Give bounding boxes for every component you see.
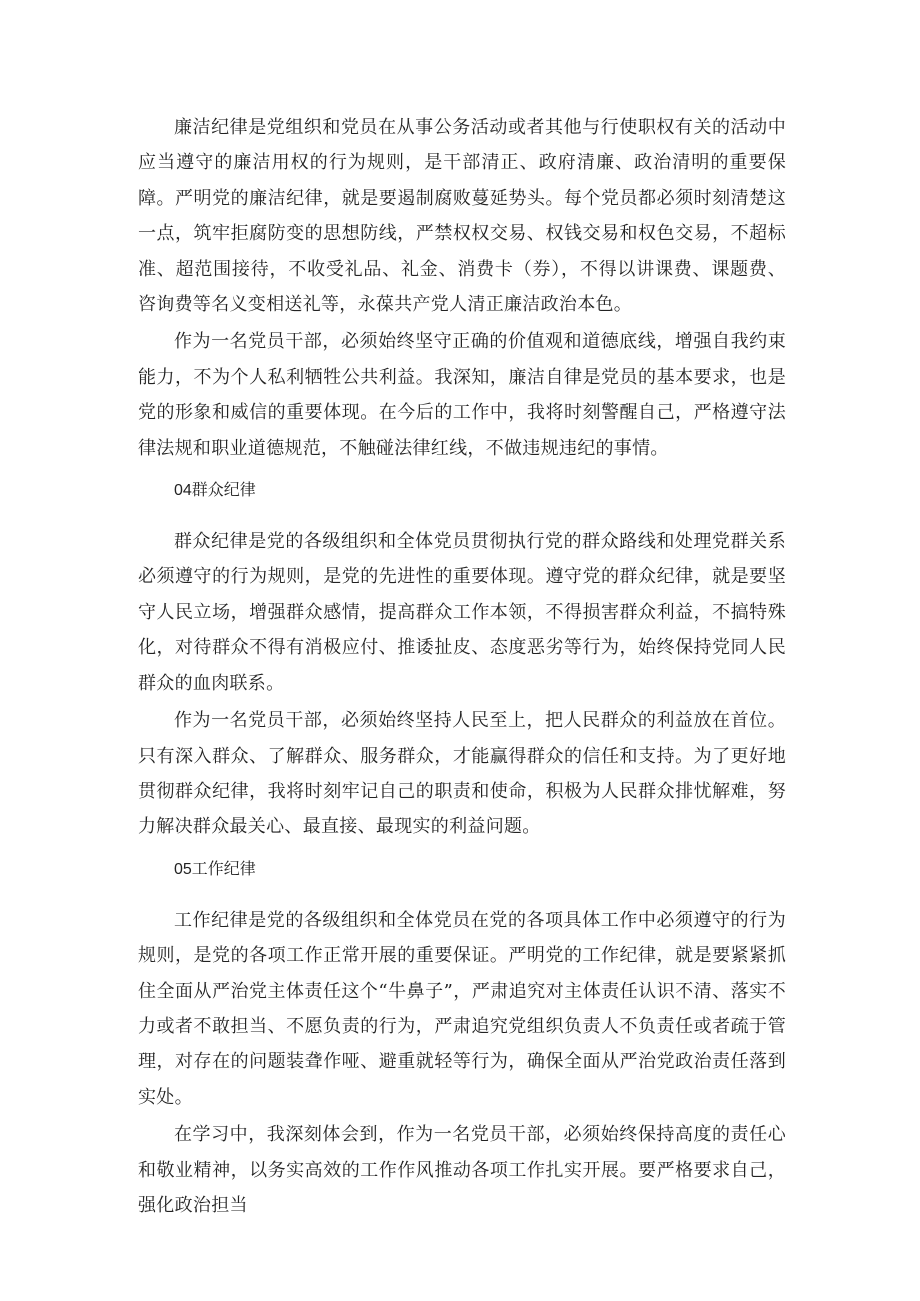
- paragraph-integrity-reflection: 作为一名党员干部，必须始终坚守正确的价值观和道德底线，增强自我约束能力，不为个人私利牺牲公共利益。我深知，廉洁自律是党员的基本要求，也是党的形象和威信的重要体现。在今后的工作中，我将时刻警醒自己，严格遵守法律法规和职业道德规范，不触碰法律红线，不做违规违纪的事情。: [138, 331, 786, 459]
- paragraph-work-discipline: 工作纪律是党的各级组织和全体党员在党的各项具体工作中必须遵守的行为规则，是党的各项工作正常开展的重要保证。严明党的工作纪律，就是要紧紧抓住全面从严治党主体责任这个“牛鼻子”，严肃追究对主体责任认识不清、落实不力或者不敢担当、不愿负责的行为，严肃追究党组织负责人不负责任或者疏于管理，对存在的问题装聋作哑、避重就轻等行为，确保全面从严治党政治责任落到实处。: [138, 909, 786, 1108]
- paragraph-integrity-discipline: 廉洁纪律是党组织和党员在从事公务活动或者其他与行使职权有关的活动中应当遵守的廉洁用权的行为规则，是干部清正、政府清廉、政治清明的重要保障。严明党的廉洁纪律，就是要遏制腐败蔓延势头。每个党员都必须时刻清楚这一点，筑牢拒腐防变的思想防线，严禁权权交易、权钱交易和权色交易，不超标准、超范围接待，不收受礼品、礼金、消费卡（券），不得以讲课费、课题费、咨询费等名义变相送礼等，永葆共产党人清正廉洁政治本色。: [138, 117, 786, 316]
- document-body: [138, 110, 786, 1225]
- section-heading-mass-discipline: 04群众纪律: [174, 482, 256, 500]
- paragraph-mass-discipline: 群众纪律是党的各级组织和全体党员贯彻执行党的群众路线和处理党群关系必须遵守的行为规则，是党的先进性的重要体现。遵守党的群众纪律，就是要坚守人民立场，增强群众感情，提高群众工作本领，不得损害群众利益，不搞特殊化，对待群众不得有消极应付、推诿扯皮、态度恶劣等行为，始终保持党同人民群众的血肉联系。: [138, 531, 786, 694]
- paragraph-work-reflection: 在学习中，我深刻体会到，作为一名党员干部，必须始终保持高度的责任心和敬业精神，以务实高效的工作作风推动各项工作扎实开展。要严格要求自己，强化政治担当: [138, 1124, 786, 1216]
- section-heading-work-discipline: 05工作纪律: [174, 860, 256, 878]
- paragraph-mass-reflection: 作为一名党员干部，必须始终坚持人民至上，把人民群众的利益放在首位。只有深入群众、了解群众、服务群众，才能赢得群众的信任和支持。为了更好地贯彻群众纪律，我将时刻牢记自己的职责和使命，积极为人民群众排忧解难，努力解决群众最关心、最直接、最现实的利益问题。: [138, 710, 786, 838]
